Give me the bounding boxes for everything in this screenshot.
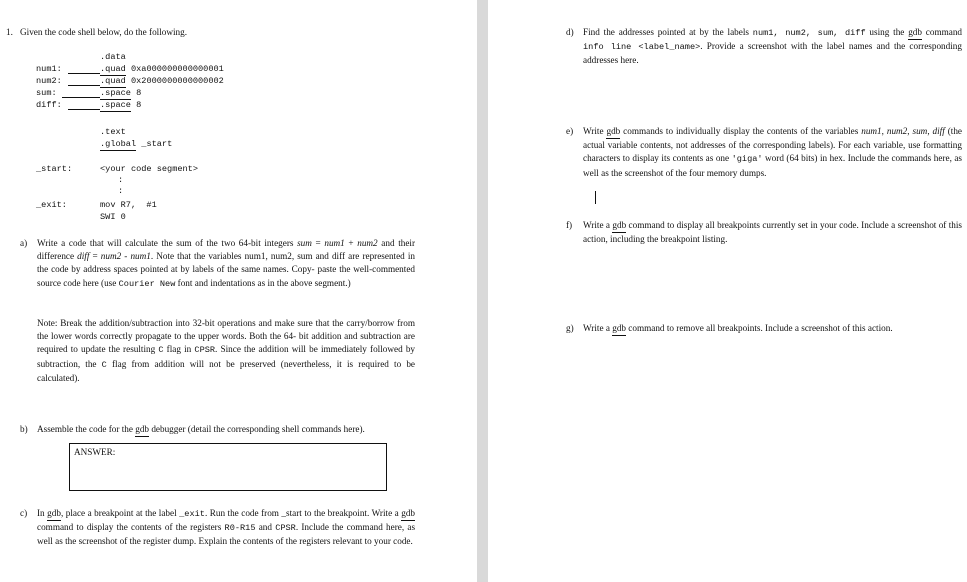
question-intro: Given the code shell below, do the following. bbox=[20, 27, 188, 37]
page-gap bbox=[477, 0, 488, 582]
part-a-text: Write a code that will calculate the sum of the two 64-bit integers sum = num1 + num2 and their difference diff = num2 - num1. Note that the variables num1, num2, sum and diff are represented in the code by address spaces pointed at by labels of the same names. Copy- paste the well-commented source code here (use Courier New font and indentations as in the above segment.) bbox=[37, 238, 416, 289]
code-mov-line: mov R7, #1 bbox=[100, 200, 157, 210]
fill-line bbox=[68, 85, 100, 86]
code-label-num2: num2: bbox=[36, 76, 62, 86]
answer-box[interactable] bbox=[69, 443, 387, 491]
document-page-right bbox=[488, 0, 967, 582]
fill-line bbox=[68, 109, 100, 110]
part-b-text: Assemble the code for the gdb debugger (detail the corresponding shell commands here). bbox=[37, 423, 365, 437]
code-label-diff: diff: bbox=[36, 100, 62, 110]
code-swi-line: SWI 0 bbox=[100, 212, 126, 222]
part-f-letter: f) bbox=[566, 220, 573, 230]
code-exit-label: _exit: bbox=[36, 200, 67, 210]
code-data-directive: .data bbox=[100, 52, 126, 62]
code-text-directive: .text bbox=[100, 127, 126, 137]
code-start-label: _start: bbox=[36, 164, 73, 174]
code-start-placeholder: <your code segment> bbox=[100, 164, 198, 174]
code-quad-directive: .quad bbox=[100, 64, 126, 74]
code-global-value: _start bbox=[141, 139, 173, 149]
part-g-text: Write a gdb command to remove all breakpoints. Include a screenshot of this action. bbox=[583, 322, 893, 336]
code-label-num1: num1: bbox=[36, 64, 62, 74]
part-b-letter: b) bbox=[20, 424, 28, 434]
document-page-left bbox=[0, 0, 477, 582]
code-label-sum: sum: bbox=[36, 88, 57, 98]
code-ellipsis: : bbox=[118, 175, 124, 185]
code-space-directive: .space bbox=[100, 100, 131, 110]
part-g-letter: g) bbox=[566, 323, 574, 333]
code-ellipsis: : bbox=[118, 186, 124, 196]
question-number: 1. bbox=[6, 27, 13, 37]
code-quad-value-2: 0x2000000000000002 bbox=[130, 76, 224, 86]
code-quad-directive: .quad bbox=[100, 76, 126, 86]
code-global-directive: .global bbox=[100, 139, 137, 149]
part-e-letter: e) bbox=[566, 126, 574, 136]
fill-line bbox=[68, 73, 100, 74]
part-a-note: Note: Break the addition/subtraction into 32-bit operations and make sure that the carry/borrow from the lower words correctly propagate to the upper words. Both the 64- bit addition and subtraction are required to update the resulting C flag in CPSR. Since the addition will be immediately followed by subtraction, the C flag from addition will not be preserved (nevertheless, it is required to be calculated). bbox=[37, 318, 416, 383]
part-d-text: Find the addresses pointed at by the labels num1, num2, sum, diff using the gdb command info line <label_name>. Provide a screenshot with the label names and the corresponding addresses here. bbox=[583, 27, 963, 66]
code-quad-value-1: 0xa000000000000001 bbox=[130, 64, 224, 74]
part-c-text: In gdb, place a breakpoint at the label _exit. Run the code from _start to the breakpoint. Write a gdb command to display the contents of the registers R0-R15 and CPSR. Include the command here, as well as the screenshot of the register dump. Explain the contents of the registers relevant to your code. bbox=[37, 508, 416, 547]
fill-line bbox=[62, 97, 100, 98]
part-f-text: Write a gdb command to display all breakpoints currently set in your code. Include a screenshot of this action, including the breakpoint listing. bbox=[583, 220, 963, 245]
code-space-directive: .space bbox=[100, 88, 131, 98]
code-space-value: 8 bbox=[136, 88, 142, 98]
part-c-letter: c) bbox=[20, 508, 28, 518]
answer-label: ANSWER: bbox=[74, 447, 116, 457]
part-d-letter: d) bbox=[566, 27, 574, 37]
code-space-value: 8 bbox=[136, 100, 142, 110]
part-a-letter: a) bbox=[20, 238, 28, 248]
part-e-text: Write gdb commands to individually display the contents of the variables num1, num2, sum, diff (the actual variable contents, not addresses of the corresponding labels). For each variable, use formatting characters to display its contents as one 'giga' word (64 bits) in hex. Include the commands here, as well as the screenshot of the four memory dumps. bbox=[583, 126, 963, 178]
text-cursor[interactable] bbox=[595, 191, 596, 204]
